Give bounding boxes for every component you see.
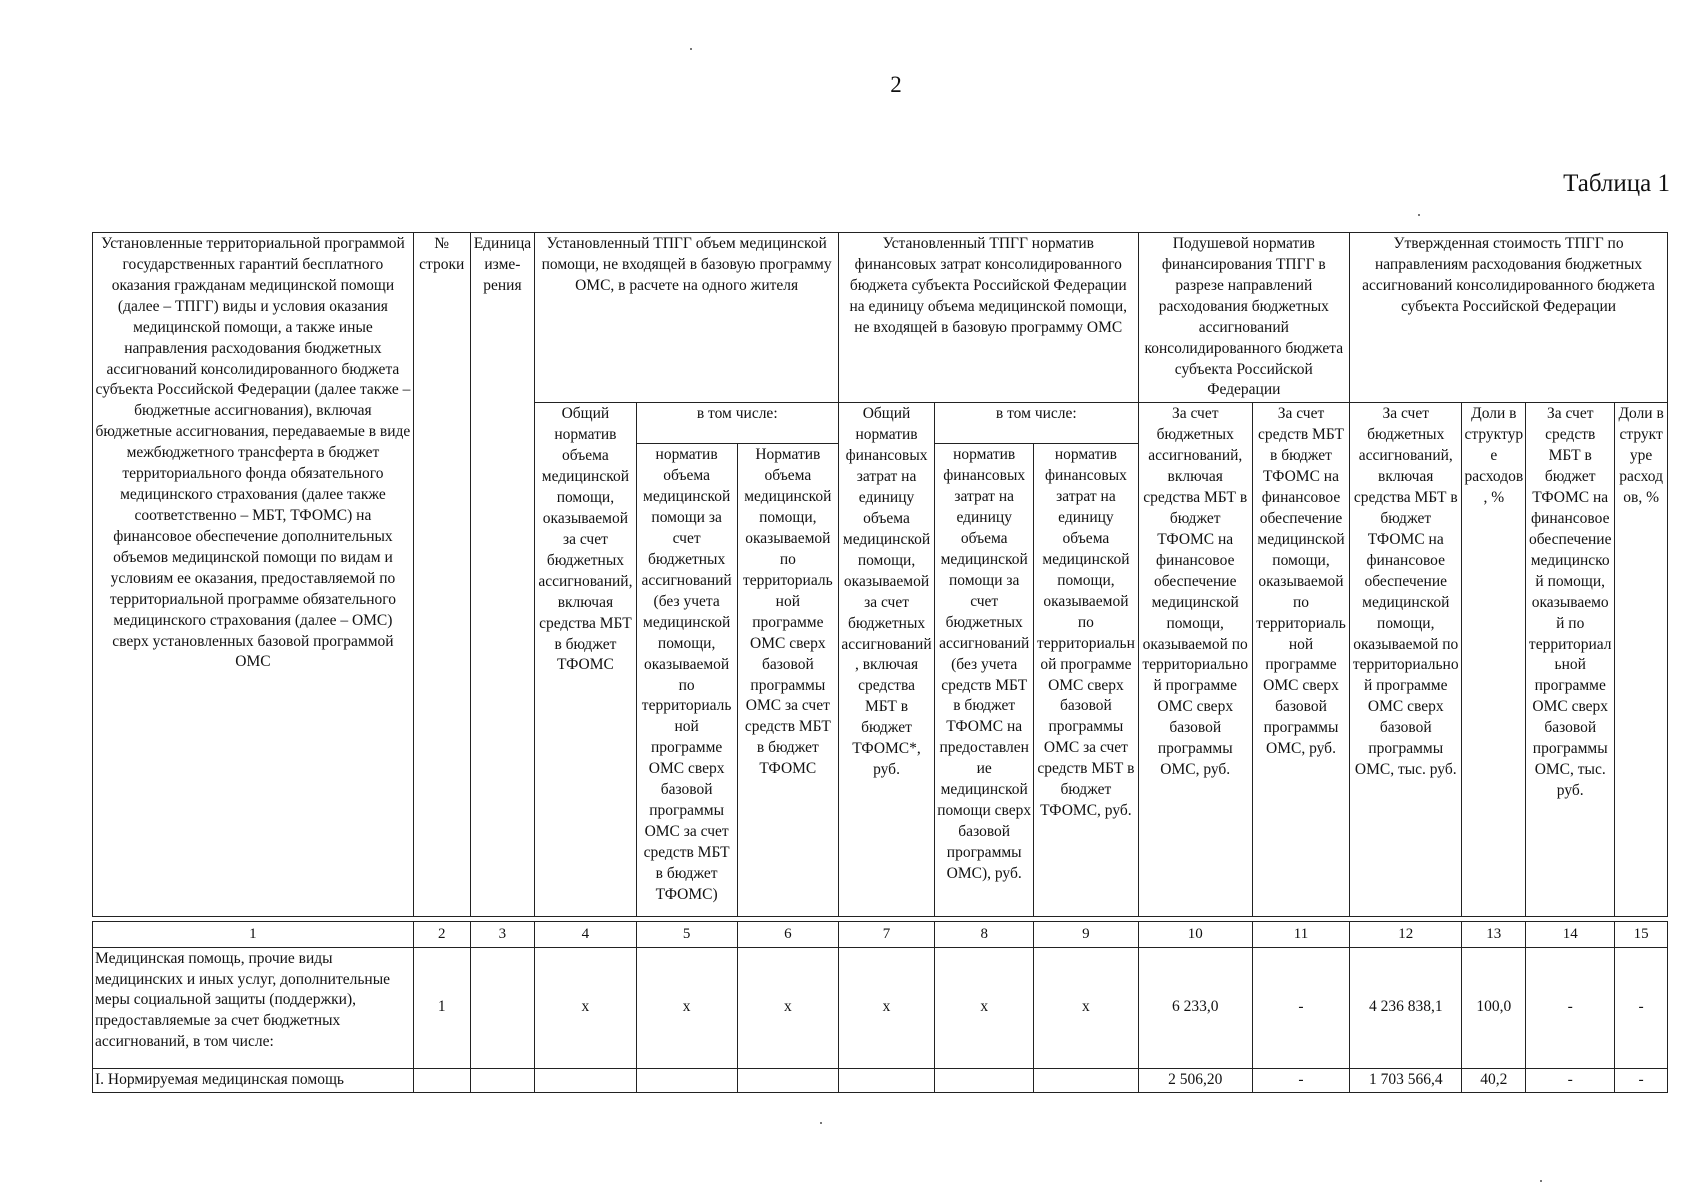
header-c15: Доли в структуре расходов, %: [1615, 403, 1668, 917]
col-num: 2: [413, 922, 470, 947]
row-unit: [470, 1068, 535, 1092]
scan-speck: [1418, 214, 1420, 216]
cell-c12: 4 236 838,1: [1350, 947, 1462, 1068]
table-row: [93, 947, 1668, 1068]
col-num: 11: [1252, 922, 1349, 947]
scan-speck: [820, 1122, 822, 1124]
header-types: Установленные территориальной программой государственных гарантий бесплатного оказания гражданам медицинской помощи (далее – ТПГГ) виды и условия оказания медицинской помощи, а также иные направления расходования бюджетных ассигнований консолидированного бюджета субъекта Российской Федерации (далее также – бюджетные ассигнования), включая бюджетные ассигнования, передаваемые в виде межбюджетного трансферта в бюджет территориального фонда обязательного медицинского страхования (далее также соответственно – МБТ, ТФОМС) на финансовое обеспечение дополнительных объемов медицинской помощи по видам и условиям ее оказания, предоставляемой по территориальной программе обязательного медицинского страхования (далее – ОМС) сверх установленных базовой программой ОМС: [93, 233, 414, 917]
col-num: 12: [1350, 922, 1462, 947]
cell-c9: [1034, 1068, 1138, 1092]
cell-c4: х: [535, 947, 636, 1068]
header-c5: норматив объема медицинской помощи за счет бюджетных ассигнований (без учета медицинской помощи, оказываемой по территориальной программе ОМС сверх базовой программы ОМС за счет средств МБТ в бюджет ТФОМС): [636, 444, 737, 917]
table-caption: Таблица 1: [1563, 170, 1670, 197]
col-num: 3: [470, 922, 535, 947]
row-label: I. Нормируемая медицинская помощь: [93, 1068, 414, 1092]
header-c8: норматив финансовых затрат на единицу объема медицинской помощи за счет бюджетных ассигнований (без учета средств МБТ в бюджет ТФОМС на предоставление медицинской помощи сверх базовой программы ОМС), руб.: [935, 444, 1034, 917]
header-incl-a: в том числе:: [636, 403, 838, 444]
cell-c13: 40,2: [1462, 1068, 1526, 1092]
cell-c11: -: [1252, 947, 1349, 1068]
col-num: 1: [93, 922, 414, 947]
header-norm-group: Установленный ТПГГ норматив финансовых затрат консолидированного бюджета субъекта Российской Федерации на единицу объема медицинской помощи, не входящей в базовую программу ОМС: [838, 233, 1138, 403]
col-num: 10: [1138, 922, 1252, 947]
col-num: 15: [1615, 922, 1668, 947]
row-label: Медицинская помощь, прочие виды медицинских и иных услуг, дополнительные меры социальной защиты (поддержки), предоставляемые за счет бюджетных ассигнований, в том числе:: [93, 947, 414, 1068]
cell-c4: [535, 1068, 636, 1092]
cell-c7: х: [838, 947, 934, 1068]
cell-c10: 6 233,0: [1138, 947, 1252, 1068]
header-c9: норматив финансовых затрат на единицу объема медицинской помощи, оказываемой по территориальной программе ОМС сверх базовой программы ОМС за счет средств МБТ в бюджет ТФОМС, руб.: [1034, 444, 1138, 917]
scan-speck: [690, 48, 692, 50]
header-c10: За счет бюджетных ассигнований, включая средства МБТ в бюджет ТФОМС на финансовое обеспечение медицинской помощи, оказываемой по территориальной программе ОМС сверх базовой программы ОМС, руб.: [1138, 403, 1252, 917]
header-c7: Общий норматив финансовых затрат на единицу объема медицинской помощи, оказываемой за счет бюджетных ассигнований, включая средства МБТ в бюджет ТФОМС*, руб.: [838, 403, 934, 917]
header-volume-group: Установленный ТПГГ объем медицинской помощи, не входящей в базовую программу ОМС, в расчете на одного жителя: [535, 233, 839, 403]
cell-c11: -: [1252, 1068, 1349, 1092]
header-row-no: № строки: [413, 233, 470, 917]
header-cost-group: Утвержденная стоимость ТПГГ по направлениям расходования бюджетных ассигнований консолидированного бюджета субъекта Российской Федерации: [1350, 233, 1668, 403]
scan-speck: [1540, 1180, 1542, 1182]
cell-c10: 2 506,20: [1138, 1068, 1252, 1092]
cell-c15: -: [1615, 947, 1668, 1068]
col-num: 6: [737, 922, 838, 947]
cell-c15: -: [1615, 1068, 1668, 1092]
col-num: 8: [935, 922, 1034, 947]
header-c13: Доли в структуре расходов, %: [1462, 403, 1526, 917]
header-c14: За счет средств МБТ в бюджет ТФОМС на финансовое обеспечение медицинской помощи, оказываемой по территориальной программе ОМС сверх базовой программы ОМС, тыс. руб.: [1526, 403, 1615, 917]
row-unit: [470, 947, 535, 1068]
cell-c7: [838, 1068, 934, 1092]
col-num: 7: [838, 922, 934, 947]
header-c12: За счет бюджетных ассигнований, включая средства МБТ в бюджет ТФОМС на финансовое обеспечение медицинской помощи, оказываемой по территориальной программе ОМС сверх базовой программы ОМС, тыс. руб.: [1350, 403, 1462, 917]
cell-c8: [935, 1068, 1034, 1092]
cell-c12: 1 703 566,4: [1350, 1068, 1462, 1092]
cell-c5: х: [636, 947, 737, 1068]
header-percapita-group: Подушевой норматив финансирования ТПГГ в разрезе направлений расходования бюджетных ассигнований консолидированного бюджета субъекта Российской Федерации: [1138, 233, 1350, 403]
col-num: 5: [636, 922, 737, 947]
header-c11: За счет средств МБТ в бюджет ТФОМС на финансовое обеспечение медицинской помощи, оказываемой по территориальной программе ОМС сверх базовой программы ОМС, руб.: [1252, 403, 1349, 917]
col-num: 14: [1526, 922, 1615, 947]
header-incl-b: в том числе:: [935, 403, 1138, 444]
col-num: 4: [535, 922, 636, 947]
cell-c6: [737, 1068, 838, 1092]
header-c6: Норматив объема медицинской помощи, оказываемой по территориальной программе ОМС сверх базовой программы ОМС за счет средств МБТ в бюджет ТФОМС: [737, 444, 838, 917]
table-row: [93, 1068, 1668, 1092]
header-row-1: [93, 233, 1668, 403]
cell-c9: х: [1034, 947, 1138, 1068]
cell-c6: х: [737, 947, 838, 1068]
col-num: 9: [1034, 922, 1138, 947]
cell-c5: [636, 1068, 737, 1092]
cell-c14: -: [1526, 1068, 1615, 1092]
cell-c14: -: [1526, 947, 1615, 1068]
column-number-row: [93, 922, 1668, 947]
cell-c13: 100,0: [1462, 947, 1526, 1068]
header-unit: Единица изме-рения: [470, 233, 535, 917]
financing-table: [92, 232, 1668, 1093]
col-num: 13: [1462, 922, 1526, 947]
row-number: [413, 1068, 470, 1092]
header-c4: Общий норматив объема медицинской помощи, оказываемой за счет бюджетных ассигнований, включая средства МБТ в бюджет ТФОМС: [535, 403, 636, 917]
row-number: 1: [413, 947, 470, 1068]
cell-c8: х: [935, 947, 1034, 1068]
page-number: 2: [890, 72, 902, 97]
